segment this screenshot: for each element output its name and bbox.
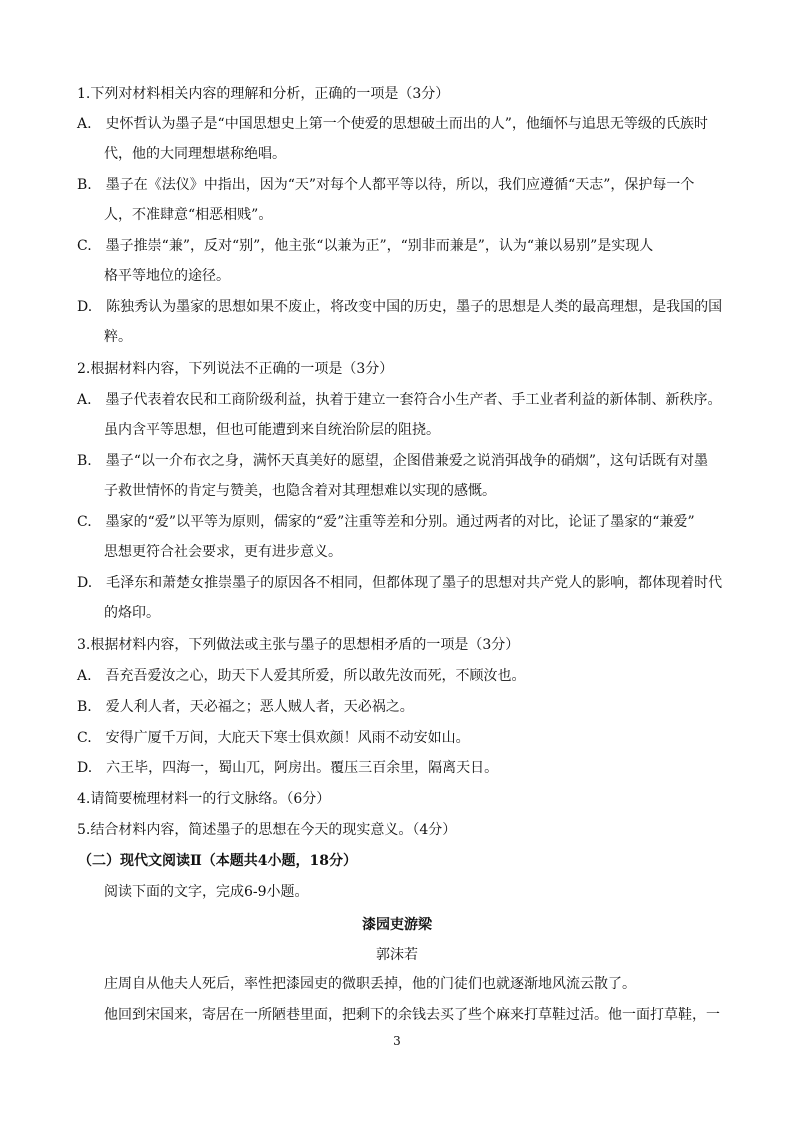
question-1-option-d: D. 陈独秀认为墨家的思想如果不废止，将改变中国的历史，墨子的思想是人类的最高理想，是我国的国 (77, 299, 723, 315)
question-5: 5.结合材料内容，简述墨子的思想在今天的现实意义。（4分） (77, 822, 457, 838)
question-3-stem: 3.根据材料内容，下列做法或主张与墨子的思想相矛盾的一项是（3分） (77, 637, 520, 653)
question-1-stem: 1.下列对材料相关内容的理解和分析，正确的一项是（3分） (77, 86, 450, 102)
section-heading: （二）现代文阅读Ⅱ（本题共4小题，18分） (78, 853, 358, 869)
question-1-option-c: C. 墨子推崇“兼”，反对“别”，他主张“以兼为正”，“别非而兼是”，认为“兼以易别”是实现人 (77, 238, 654, 254)
question-2-option-a-cont: 虽内含平等思想，但也可能遭到来自统治阶层的阻挠。 (104, 422, 440, 438)
question-2-option-a: A. 墨子代表着农民和工商阶级利益，执着于建立一套符合小生产者、手工业者利益的新体制、新秩序。 (77, 392, 722, 408)
article-paragraph-2: 他回到宋国来，寄居在一所陋巷里面，把剩下的余钱去买了些个麻来打草鞋过活。他一面打草鞋，一 (104, 1007, 720, 1023)
question-2-option-b-cont: 子救世情怀的肯定与赞美，也隐含着对其理想难以实现的感慨。 (104, 483, 496, 499)
question-1-option-a-cont: 代，他的大同理想堪称绝唱。 (104, 146, 286, 162)
question-4: 4.请简要梳理材料一的行文脉络。（6分） (77, 791, 331, 807)
article-paragraph-1: 庄周自从他夫人死后，率性把漆园吏的微职丢掉，他的门徒们也就逐渐地风流云散了。 (104, 976, 636, 992)
question-3-option-c: C. 安得广厦千万间，大庇天下寒士俱欢颜！风雨不动安如山。 (77, 730, 470, 746)
page-number: 3 (393, 1034, 401, 1048)
section-instruction: 阅读下面的文字，完成6-9小题。 (104, 884, 309, 900)
question-2-option-d: D. 毛泽东和萧楚女推崇墨子的原因各不相同，但都体现了墨子的思想对共产党人的影响，都体现着时代 (77, 575, 723, 591)
question-2-option-b: B. 墨子“以一介布衣之身，满怀天真美好的愿望，企图借兼爱之说消弭战争的硝烟”，这句话既有对墨 (77, 453, 709, 469)
article-author: 郭沫若 (376, 947, 418, 963)
question-3-option-a: A. 吾充吾爱汝之心，助天下人爱其所爱，所以敢先汝而死，不顾汝也。 (77, 668, 526, 684)
question-1-option-c-cont: 格平等地位的途径。 (104, 268, 230, 284)
question-3-option-d: D. 六王毕，四海一，蜀山兀，阿房出。覆压三百余里，隔离天日。 (77, 760, 499, 776)
question-2-stem: 2.根据材料内容，下列说法不正确的一项是（3分） (77, 361, 394, 377)
article-title: 漆园吏游梁 (362, 917, 432, 933)
question-1-option-a: A. 史怀哲认为墨子是“中国思想史上第一个使爱的思想破土而出的人”，他缅怀与追思无等级的氏族时 (77, 116, 708, 132)
question-3-option-b: B. 爱人利人者，天必福之；恶人贼人者，天必祸之。 (77, 699, 414, 715)
question-1-option-b-cont: 人，不准肆意“相恶相贱”。 (104, 207, 273, 223)
question-2-option-c-cont: 思想更符合社会要求，更有进步意义。 (104, 544, 342, 560)
question-2-option-c: C. 墨家的“爱”以平等为原则，儒家的“爱”注重等差和分别。通过两者的对比，论证了墨家的“兼爱” (77, 514, 695, 530)
question-1-option-d-cont: 粹。 (104, 329, 132, 345)
question-2-option-d-cont: 的烙印。 (104, 605, 160, 621)
question-1-option-b: B. 墨子在《法仪》中指出，因为“天”对每个人都平等以待，所以，我们应遵循“天志”，保护每一个 (77, 177, 695, 193)
